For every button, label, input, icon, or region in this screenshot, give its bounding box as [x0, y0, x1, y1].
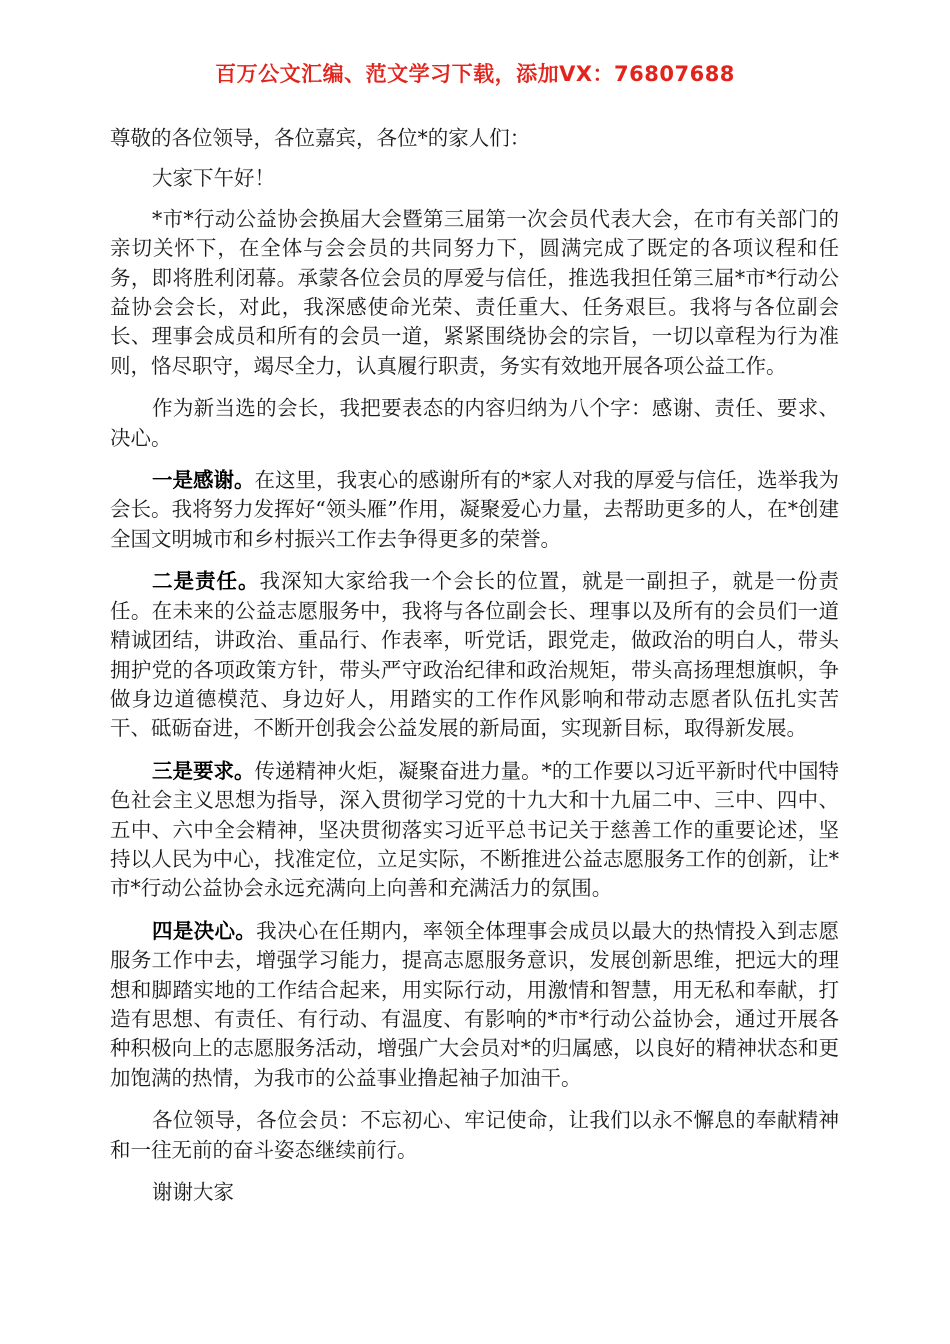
run-in-heading-two: 二是责任。	[152, 569, 260, 594]
paragraph-closing: 各位领导，各位会员：不忘初心、牢记使命，让我们以永不懈息的奉献精神和一往无前的奋斗姿态继续前行。	[110, 1108, 839, 1162]
paragraph-salutation: 尊敬的各位领导，各位嘉宾，各位*的家人们：	[110, 126, 531, 150]
paragraph-opening: *市*行动公益协会换届大会暨第三届第一次会员代表大会，在市有关部门的亲切关怀下，在全体与会会员的共同努力下，圆满完成了既定的各项议程和任务，即将胜利闭幕。承蒙各位会员的厚爱与信任，推选我担任第三届*市*行动公益协会会长，对此，我深感使命光荣、责任重大、任务艰巨。我将与各位副会长、理事会成员和所有的会员一道，紧紧围绕协会的宗旨，一切以章程为行为准则，恪尽职守，竭尽全力，认真履行职责，务实有效地开展各项公益工作。	[110, 206, 839, 378]
paragraph-greeting: 大家下午好！	[152, 166, 275, 191]
paragraph-point-four	[110, 917, 839, 1093]
paragraph-point-one	[110, 466, 839, 554]
paragraph-point-four-text: 我决心在任期内，率领全体理事会成员以最大的热情投入到志愿服务工作中去，增强学习能力，提高志愿服务意识，发展创新思维，把远大的理想和脚踏实地的工作结合起来，用实际行动，用激情和智慧，用无私和奉献，打造有思想、有责任、有行动、有温度、有影响的*市*行动公益协会，通过开展各种积极向上的志愿服务活动，增强广大会员对*的归属感，以良好的精神状态和更加饱满的热情，为我市的公益事业撸起袖子加油干。	[110, 918, 839, 1090]
paragraph-point-two	[110, 567, 839, 743]
promo-header-text: 百万公文汇编、范文学习下载，添加VX：76807688	[215, 62, 735, 86]
paragraph-point-one-text: 在这里，我衷心的感谢所有的*家人对我的厚爱与信任，选举我为会长。我将努力发挥好“领头雁”作用，凝聚爱心力量，去帮助更多的人，在*创建全国文明城市和乡村振兴工作去争得更多的荣誉。	[110, 468, 840, 551]
paragraph-point-three	[110, 757, 839, 904]
paragraph-summary: 作为新当选的会长，我把要表态的内容归纳为八个字：感谢、责任、要求、决心。	[110, 396, 839, 450]
paragraph-point-three-text: 传递精神火炬，凝聚奋进力量。*的工作要以习近平新时代中国特色社会主义思想为指导，深入贯彻学习党的十九大和十九届二中、三中、四中、五中、六中全会精神，坚决贯彻落实习近平总书记关于慈善工作的重要论述，坚持以人民为中心，找准定位，立足实际，不断推进公益志愿服务工作的创新，让*市*行动公益协会永远充满向上向善和充满活力的氛围。	[110, 758, 840, 901]
document-body	[110, 124, 839, 1207]
paragraph-thanks: 谢谢大家	[152, 1180, 234, 1204]
paragraph-point-two-text: 我深知大家给我一个会长的位置，就是一副担子，就是一份责任。在未来的公益志愿服务中，我将与各位副会长、理事以及所有的会员们一道精诚团结，讲政治、重品行、作表率，听党话，跟党走，做政治的明白人，带头拥护党的各项政策方针，带头严守政治纪律和政治规矩，带头高扬理想旗帜，争做身边道德模范、身边好人，用踏实的工作作风影响和带动志愿者队伍扎实苦干、砥砺奋进，不断开创我会公益发展的新局面，实现新目标，取得新发展。	[110, 569, 839, 741]
run-in-heading-three: 三是要求。	[152, 758, 255, 783]
run-in-heading-one: 一是感谢。	[152, 468, 255, 493]
run-in-heading-four: 四是决心。	[152, 918, 257, 943]
